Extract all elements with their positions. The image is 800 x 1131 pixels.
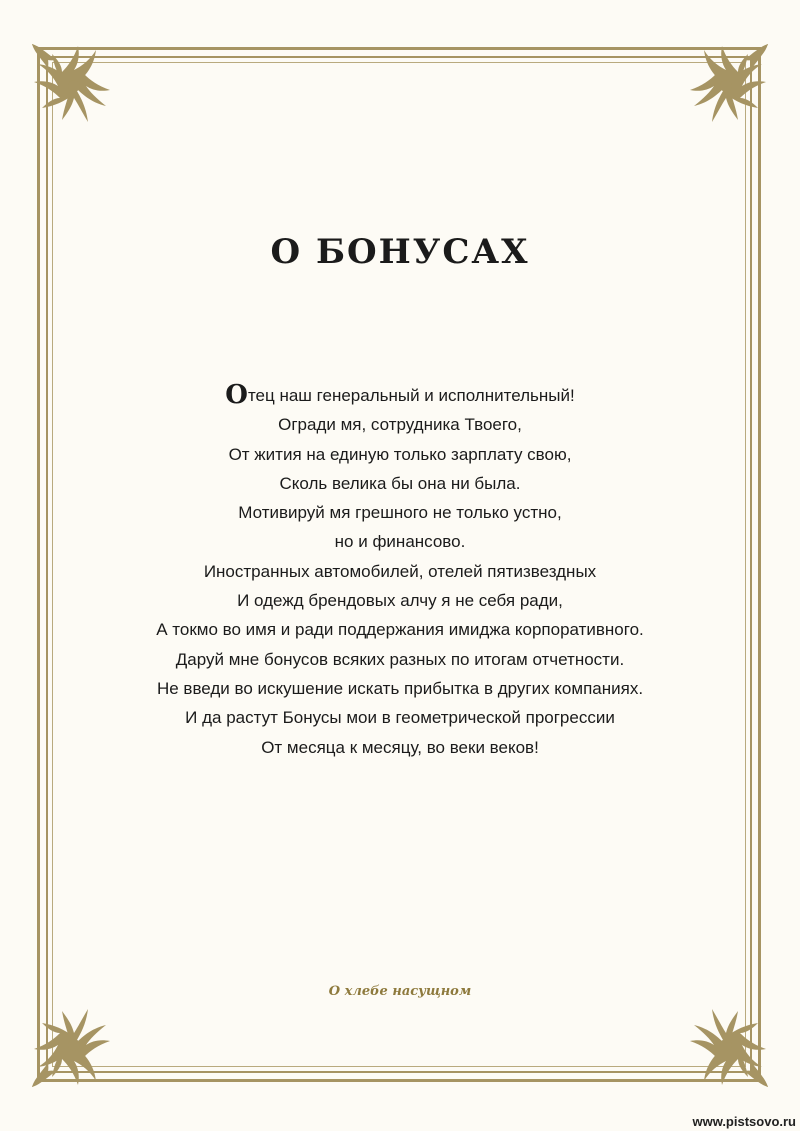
corner-ornament-icon bbox=[676, 995, 776, 1095]
poem-line: От жития на единую только зарплату свою, bbox=[228, 444, 572, 464]
poem-line: От месяца к месяцу, во веки веков! bbox=[261, 737, 539, 757]
drop-cap-initial: О bbox=[225, 380, 248, 410]
poem-line: но и финансово. bbox=[334, 532, 466, 552]
page-title: О БОНУСАХ bbox=[270, 232, 530, 272]
corner-ornament-icon bbox=[24, 36, 124, 136]
corner-ornament-icon bbox=[676, 36, 776, 136]
poem-line: Сколь велика бы она ни была. bbox=[279, 473, 521, 493]
poem-line: Огради мя, сотрудника Твоего, bbox=[278, 415, 522, 435]
footer-note: О хлебе насущном bbox=[328, 984, 472, 999]
poem-line: Мотивируй мя грешного не только устно, bbox=[238, 503, 562, 523]
poem-line: И да растут Бонусы мои в геометрической прогрессии bbox=[185, 708, 615, 728]
poem-line: И одежд брендовых алчу я не себя ради, bbox=[237, 591, 563, 611]
poem-line: Иностранных автомобилей, отелей пятизвездных bbox=[203, 561, 597, 581]
poem-line-first bbox=[100, 381, 700, 410]
poem-line: А токмо во имя и ради поддержания имиджа корпоративного. bbox=[156, 620, 644, 640]
poem-line-first-text: тец наш генеральный и исполнительный! bbox=[247, 386, 575, 405]
watermark: www.pistsovo.ru bbox=[692, 1114, 796, 1129]
corner-ornament-icon bbox=[24, 995, 124, 1095]
poem-line: Даруй мне бонусов всяких разных по итогам отчетности. bbox=[175, 649, 625, 669]
poem-body bbox=[100, 381, 700, 762]
poem-line: Не введи во искушение искать прибытка в других компаниях. bbox=[156, 678, 644, 698]
